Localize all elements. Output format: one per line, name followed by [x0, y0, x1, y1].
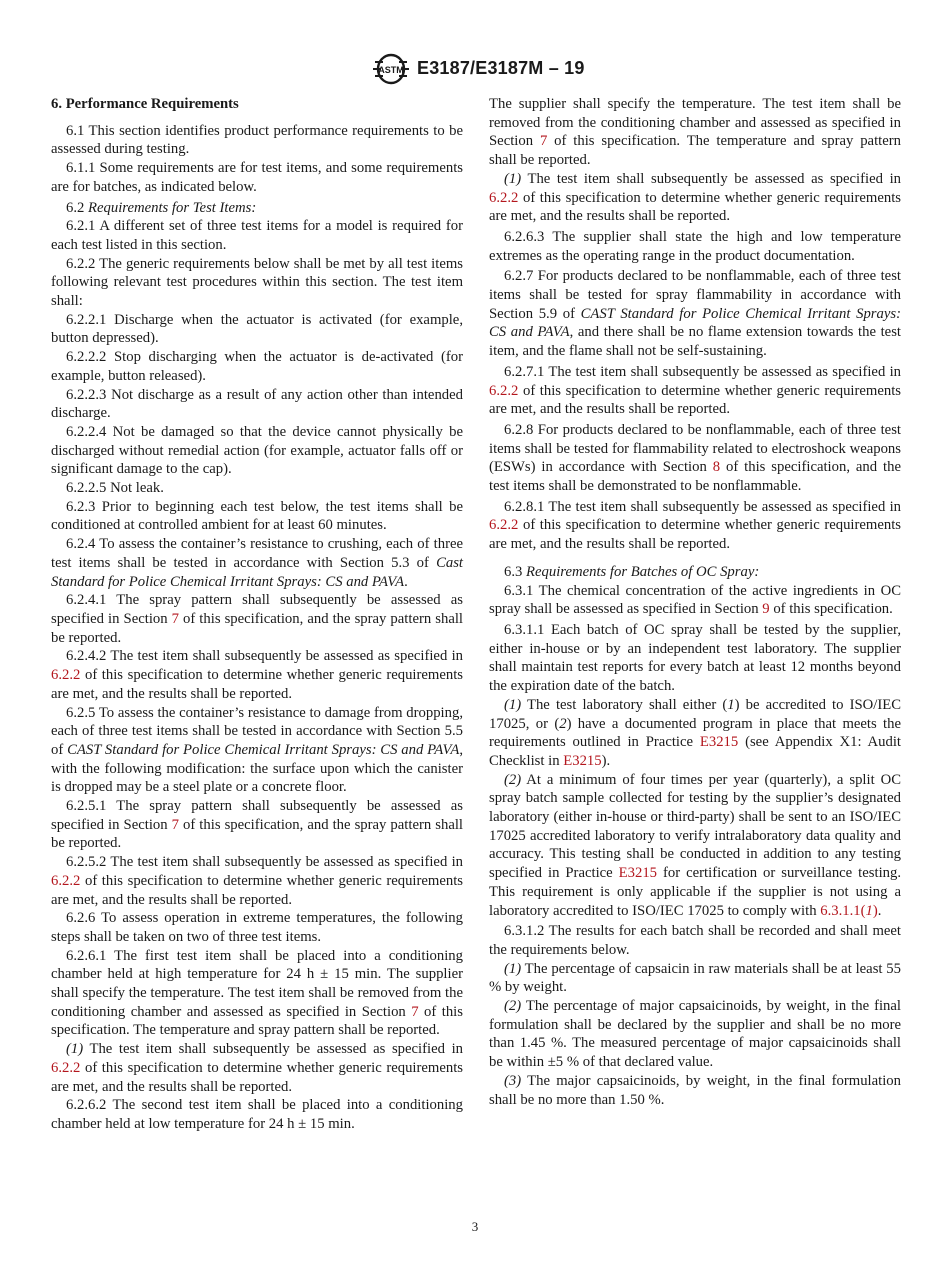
link-section-7[interactable]: 7 — [171, 610, 179, 627]
para-6-2-4-1: 6.2.4.1 The spray pattern shall subsequently be assessed as specified in Section 7 of this specification, and the spray pattern shall be reported. — [51, 592, 463, 646]
link-6-3-1-1[interactable]: 6.3.1.1(1) — [820, 902, 878, 919]
link-e3215[interactable]: E3215 — [618, 865, 658, 882]
link-e3215[interactable]: E3215 — [699, 734, 739, 751]
link-section-8[interactable]: 8 — [712, 459, 721, 476]
link-section-7[interactable]: 7 — [171, 816, 179, 833]
link-section-7[interactable]: 7 — [411, 1003, 419, 1020]
para-6-2-6-2: 6.2.6.2 The second test item shall be placed into a conditioning chamber held at low temperature for 24 h ± 15 min. — [51, 1097, 463, 1132]
para-6-2-4: 6.2.4 To assess the container’s resistance to crushing, each of three test items shall be tested in accordance with Section 5.3 of Cast Standard for Police Chemical Irritant Sprays: CS and PAVA. — [51, 536, 463, 590]
link-6-2-2[interactable]: 6.2.2 — [51, 1059, 81, 1076]
para-6-1-1: 6.1.1 Some requirements are for test items, and some requirements are for batches, as indicated below. — [51, 160, 463, 195]
para-6-3: 6.3 Requirements for Batches of OC Spray: — [504, 563, 760, 580]
para-6-2-1: 6.2.1 A different set of three test items for a model is required for each test listed in this section. — [51, 218, 463, 253]
para-6-2-6: 6.2.6 To assess operation in extreme temperatures, the following steps shall be taken on two of three test items. — [51, 910, 463, 945]
para-6-3-1-2-1: (1) The percentage of capsaicin in raw materials shall be at least 55 % by weight. — [489, 960, 901, 996]
para-6-2-2: 6.2.2 The generic requirements below shall be met by all test items following relevant test procedures within this section. The test item shall: — [51, 255, 463, 310]
para-6-2-6-1-1: (1) The test item shall subsequently be assessed as specified in 6.2.2 of this specification to determine whether generic requirements are met, and the results shall be reported. — [51, 1041, 463, 1095]
para-6-2-6-3: 6.2.6.3 The supplier shall state the high and low temperature extremes as the operating range in the product documentation. — [489, 228, 901, 264]
para-6-2-8: 6.2.8 For products declared to be nonflammable, each of three test items shall be tested for flammability related to electroshock weapons (ESWs) in accordance with Section 8 of this specification, and the test items shall be demonstrated to be nonflammable. — [489, 421, 901, 495]
para-6-3-1: 6.3.1 The chemical concentration of the active ingredients in OC spray shall be assessed as specified in Section 9 of this specification. — [489, 582, 901, 618]
link-e3215[interactable]: E3215 — [563, 752, 602, 769]
para-6-3-1-1: 6.3.1.1 Each batch of OC spray shall be tested by the supplier, either in-house or by an independent test laboratory. The supplier shall maintain test reports for every batch at least 12 months beyond the expiration date of the batch. — [489, 621, 901, 695]
link-6-2-2[interactable]: 6.2.2 — [51, 667, 81, 684]
para-6-2-5-1: 6.2.5.1 The spray pattern shall subsequently be assessed as specified in Section 7 of this specification, and the spray pattern shall be reported. — [51, 798, 463, 852]
para-6-2-7: 6.2.7 For products declared to be nonflammable, each of three test items shall be tested for spray flammability in accordance with Section 5.9 of CAST Standard for Police Chemical Irritant Sprays: CS and PAVA, and there shall be no flame extension towards the test item, and the flame shall not be self-sustaining. — [489, 268, 901, 360]
para-6-2-7-1: 6.2.7.1 The test item shall subsequently be assessed as specified in 6.2.2 of this specification to determine whether generic requirements are met, and the results shall be reported. — [489, 363, 901, 418]
right-column — [489, 95, 901, 1109]
para-6-2-2-4: 6.2.2.4 Not be damaged so that the device cannot physically be discharged without remedial action (for example, actuator falls off or significant damage to the cap). — [51, 423, 463, 478]
link-section-7[interactable]: 7 — [539, 133, 548, 150]
para-6-2-2-2: 6.2.2.2 Stop discharging when the actuator is de-activated (for example, button released). — [51, 349, 463, 384]
para-6-3-1-2-3: (3) The major capsaicinoids, by weight, in the final formulation shall be no more than 1.50 %. — [489, 1072, 901, 1108]
para-6-2-2-3: 6.2.2.3 Not discharge as a result of any action other than intended discharge. — [51, 386, 463, 422]
para-6-2-6-2-cont: The supplier shall specify the temperature. The test item shall be removed from the conditioning chamber and assessed as specified in Section 7 of this specification. The temperature and spray pattern shall be reported. — [489, 96, 901, 169]
link-section-9[interactable]: 9 — [762, 601, 770, 618]
para-6-2-6-2-1: (1) The test item shall subsequently be assessed as specified in 6.2.2 of this specification to determine whether generic requirements are met, and the results shall be reported. — [489, 170, 901, 225]
left-column — [51, 95, 463, 1134]
para-6-2-5-2: 6.2.5.2 The test item shall subsequently be assessed as specified in 6.2.2 of this specification to determine whether generic requirements are met, and the results shall be reported. — [51, 854, 463, 908]
link-6-2-2[interactable]: 6.2.2 — [489, 189, 519, 206]
link-6-2-2[interactable]: 6.2.2 — [489, 517, 519, 534]
para-6-2-5: 6.2.5 To assess the container’s resistance to damage from dropping, each of three test items shall be tested in accordance with Section 5.5 of CAST Standard for Police Chemical Irritant Sprays: CS and PAVA, with the following modification: the surface upon which the canister is dropped may be a steel plate or a concrete floor. — [51, 704, 463, 796]
para-6-2-6-1: 6.2.6.1 The first test item shall be placed into a conditioning chamber held at high temperature for 24 h ± 15 min. The supplier shall specify the temperature. The test item shall be removed from the conditioning chamber and assessed as specified in Section 7 of this specification. The temperature and spray pattern shall be reported. — [51, 947, 463, 1039]
para-6-3-1-1-2: (2) At a minimum of four times per year (quarterly), a split OC spray batch sample collected for testing by the supplier’s designated laboratory (either in-house or third-party) shall be sent to an ISO/IEC 17025 accredited laboratory to verify intralaboratory data quality and accuracy. This testing shall be conducted in addition to any testing specified in Practice E3215 for certification or surveillance testing. This requirement is only applicable if the supplier is not using a laboratory accredited to ISO/IEC 17025 to comply with 6.3.1.1(1). — [489, 771, 902, 919]
para-6-2-4-2: 6.2.4.2 The test item shall subsequently be assessed as specified in 6.2.2 of this specification to determine whether generic requirements are met, and the results shall be reported. — [51, 648, 463, 702]
para-6-3-1-2: 6.3.1.2 The results for each batch shall be recorded and shall meet the requirements below. — [489, 923, 901, 958]
logo-text: ASTM — [378, 65, 404, 75]
astm-logo-icon — [369, 52, 413, 86]
link-6-2-2[interactable]: 6.2.2 — [489, 382, 519, 399]
para-6-3-1-2-2: (2) The percentage of major capsaicinoids, by weight, in the final formulation shall be declared by the supplier and shall be no more than 1.45 %. The measured percentage of major capsaicinoids shall be within ±5 % of that declared value. — [489, 998, 901, 1071]
page-number: 3 — [471, 1219, 479, 1234]
para-6-3-1-1-1: (1) The test laboratory shall either (1) be accredited to ISO/IEC 17025, or (2) have a documented program in place that meets the requirements outlined in Practice E3215 (see Appendix X1: Audit Checklist in E3215). — [489, 696, 902, 769]
para-6-2: 6.2 Requirements for Test Items: — [66, 199, 257, 216]
page-header — [0, 52, 950, 88]
para-6-2-3: 6.2.3 Prior to beginning each test below, the test items shall be conditioned at controlled ambient for at least 60 minutes. — [51, 498, 463, 534]
para-6-2-2-1: 6.2.2.1 Discharge when the actuator is activated (for example, button depressed). — [51, 311, 463, 347]
para-6-1: 6.1 This section identifies product performance requirements to be assessed during testing. — [51, 122, 463, 158]
para-6-2-2-5: 6.2.2.5 Not leak. — [66, 480, 164, 497]
section-heading: 6. Performance Requirements — [51, 96, 239, 112]
link-6-2-2[interactable]: 6.2.2 — [51, 872, 81, 889]
document-id: E3187/E3187M – 19 — [417, 58, 585, 78]
para-6-2-8-1: 6.2.8.1 The test item shall subsequently be assessed as specified in 6.2.2 of this specification to determine whether generic requirements are met, and the results shall be reported. — [489, 498, 901, 553]
